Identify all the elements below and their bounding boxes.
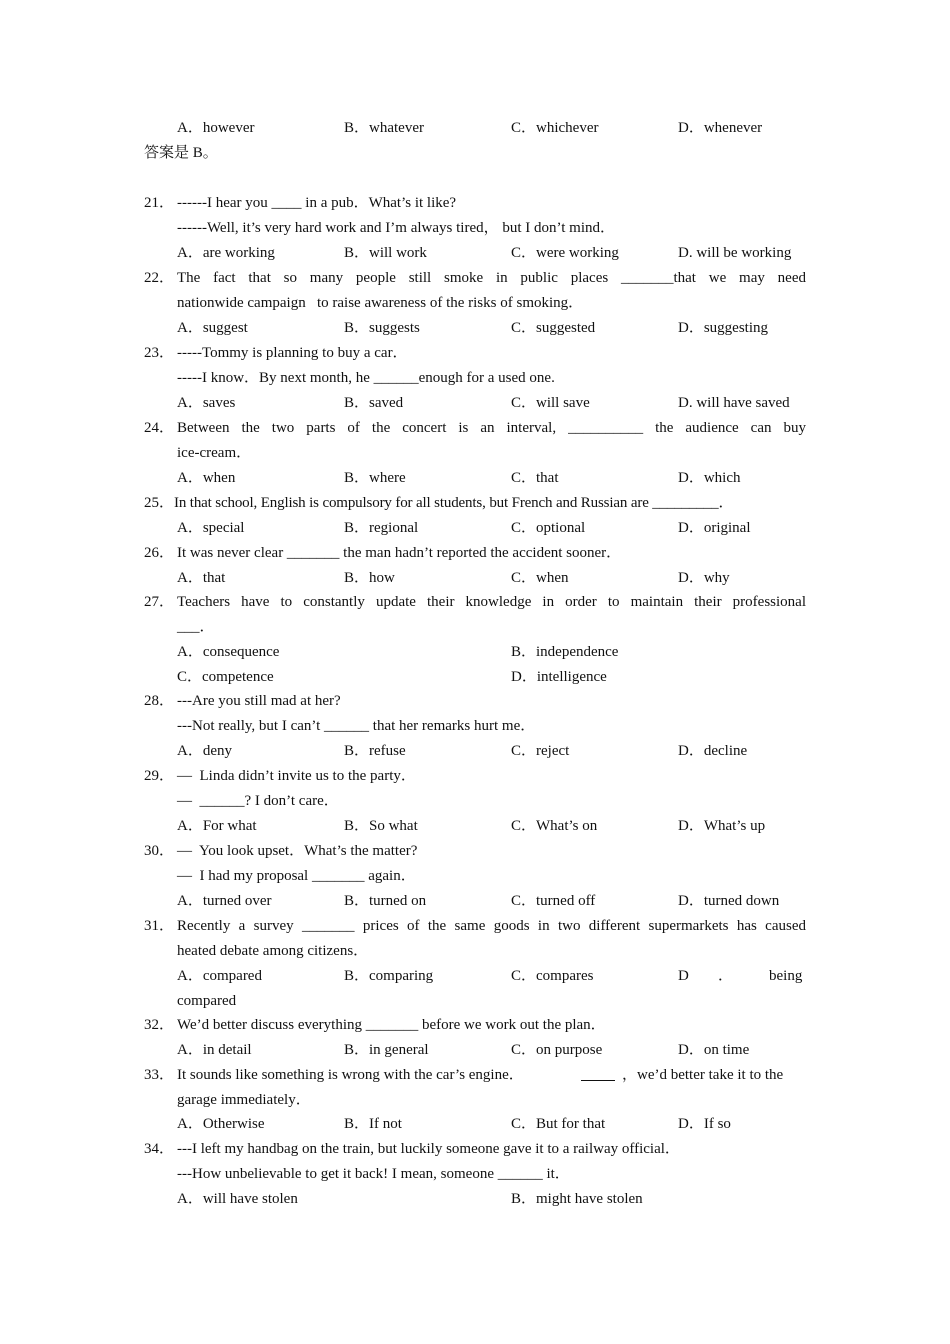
- question-number: 22．: [144, 270, 175, 286]
- option-c: C．turned off: [511, 893, 596, 909]
- question-number: 31．: [144, 918, 175, 934]
- question-text: Between the two parts of the concert is an interval, __________ the audience can buy: [177, 420, 806, 436]
- option-b: B．independence: [511, 644, 619, 660]
- question-text-cont: ---Not really, but I can’t ______ that her remarks hurt me．: [177, 718, 536, 734]
- option-c: C．competence: [177, 669, 274, 685]
- option-c: C．compares: [511, 968, 594, 984]
- question-text: — Linda didn’t invite us to the party．: [177, 768, 416, 784]
- option-a: A．when: [177, 470, 236, 486]
- question-text: Teachers have to constantly update their knowledge in order to maintain their professional: [177, 594, 806, 610]
- option-b: B．how: [344, 570, 395, 586]
- option-b: B．regional: [344, 520, 419, 536]
- question-text-cont: ------Well, it’s very hard work and I’m always tired， but I don’t mind．: [177, 220, 615, 236]
- option-c: C．when: [511, 570, 569, 586]
- question-text: -----Tommy is planning to buy a car．: [177, 345, 408, 361]
- option-a: A．in detail: [177, 1042, 252, 1058]
- question-number: 29．: [144, 768, 175, 784]
- question-number: 30．: [144, 843, 175, 859]
- option-d-letter: D: [678, 968, 689, 984]
- question-text-cont: -----I know．By next month, he ______enough for a used one.: [177, 370, 555, 386]
- option-d-separator: ．: [718, 968, 734, 984]
- question-text: It was never clear _______ the man hadn’t reported the accident sooner．: [177, 545, 622, 561]
- option-a: A．that: [177, 570, 226, 586]
- option-d: D．which: [678, 470, 741, 486]
- option-b: B．in general: [344, 1042, 429, 1058]
- question-text-cont: ice-cream．: [177, 445, 252, 461]
- option-a: A．Otherwise: [177, 1116, 265, 1132]
- option-b: B．saved: [344, 395, 404, 411]
- option-c: C．reject: [511, 743, 570, 759]
- option-a: A．For what: [177, 818, 257, 834]
- option-d: D．suggesting: [678, 320, 769, 336]
- question-number: 27．: [144, 594, 175, 610]
- option-d: D．turned down: [678, 893, 780, 909]
- question-text: In that school, English is compulsory for all students, but French and Russian are _________．: [174, 495, 734, 511]
- option-d: D．original: [678, 520, 751, 536]
- option-d: D．on time: [678, 1042, 750, 1058]
- question-text: ---I left my handbag on the train, but luckily someone gave it to a railway official．: [177, 1141, 680, 1157]
- option-c: C．optional: [511, 520, 586, 536]
- option-a: A．are working: [177, 245, 275, 261]
- option-a: A．will have stolen: [177, 1191, 298, 1207]
- option-d-text-cont: compared: [177, 993, 237, 1009]
- question-text: It sounds like something is wrong with the car’s engine．: [177, 1067, 524, 1083]
- question-text-cont: ___．: [177, 619, 215, 635]
- option-b: B．will work: [344, 245, 427, 261]
- question-text: The fact that so many people still smoke in public places _______that we may need: [177, 270, 806, 286]
- option-c: C．on purpose: [511, 1042, 603, 1058]
- question-text-cont: — I had my proposal _______ again．: [177, 868, 416, 884]
- question-number: 34．: [144, 1141, 175, 1157]
- question-text-cont: ---How unbelievable to get it back! I mean, someone ______ it．: [177, 1166, 570, 1182]
- option-c: C．were working: [511, 245, 619, 261]
- answer-blank: [581, 1080, 615, 1081]
- question-text: ---Are you still mad at her?: [177, 693, 341, 709]
- option-c: C．will save: [511, 395, 590, 411]
- option-b: B．whatever: [344, 120, 424, 136]
- question-number: 28．: [144, 693, 175, 709]
- option-c: C．whichever: [511, 120, 599, 136]
- option-b: B．comparing: [344, 968, 434, 984]
- question-text-cont: — ______? I don’t care．: [177, 793, 339, 809]
- option-d: D. will be working: [678, 245, 792, 261]
- option-c: C．What’s on: [511, 818, 598, 834]
- option-c: C．that: [511, 470, 559, 486]
- question-number: 21．: [144, 195, 175, 211]
- option-d: D．why: [678, 570, 730, 586]
- option-b: B．suggests: [344, 320, 420, 336]
- answer-note: 答案是 B。: [144, 145, 218, 161]
- option-b: B．might have stolen: [511, 1191, 643, 1207]
- option-d: D．decline: [678, 743, 748, 759]
- question-text-cont: heated debate among citizens．: [177, 943, 369, 959]
- question-text: — You look upset．What’s the matter?: [177, 843, 418, 859]
- option-d: D．intelligence: [511, 669, 607, 685]
- question-number: 33．: [144, 1067, 175, 1083]
- question-number: 24．: [144, 420, 175, 436]
- option-d: D．What’s up: [678, 818, 766, 834]
- option-b: B．If not: [344, 1116, 402, 1132]
- question-text: Recently a survey _______ prices of the same goods in two different supermarkets has caused: [177, 918, 806, 934]
- option-b: B．refuse: [344, 743, 406, 759]
- option-b: B．where: [344, 470, 406, 486]
- question-text: We’d better discuss everything _______ before we work out the plan．: [177, 1017, 606, 1033]
- option-c: C．suggested: [511, 320, 596, 336]
- question-number: 23．: [144, 345, 175, 361]
- option-d: D. will have saved: [678, 395, 790, 411]
- option-d: D．whenever: [678, 120, 763, 136]
- option-a: A．compared: [177, 968, 262, 984]
- option-d: D．If so: [678, 1116, 731, 1132]
- option-a: A．deny: [177, 743, 232, 759]
- question-text: ------I hear you ____ in a pub．What’s it like?: [177, 195, 457, 211]
- option-a: A．special: [177, 520, 245, 536]
- question-number: 26．: [144, 545, 175, 561]
- question-number: 32．: [144, 1017, 175, 1033]
- question-text-cont: garage immediately．: [177, 1092, 311, 1108]
- question-text-end: ，we’d better take it to the: [622, 1067, 784, 1083]
- option-b: B．So what: [344, 818, 418, 834]
- question-text-cont: nationwide campaign to raise awareness of the risks of smoking．: [177, 295, 584, 311]
- option-a: A．turned over: [177, 893, 272, 909]
- option-c: C．But for that: [511, 1116, 606, 1132]
- option-a: A．saves: [177, 395, 236, 411]
- option-d-text: being: [769, 968, 803, 984]
- question-number: 25．: [144, 495, 175, 511]
- option-b: B．turned on: [344, 893, 427, 909]
- option-a: A．however: [177, 120, 255, 136]
- option-a: A．consequence: [177, 644, 280, 660]
- option-a: A．suggest: [177, 320, 248, 336]
